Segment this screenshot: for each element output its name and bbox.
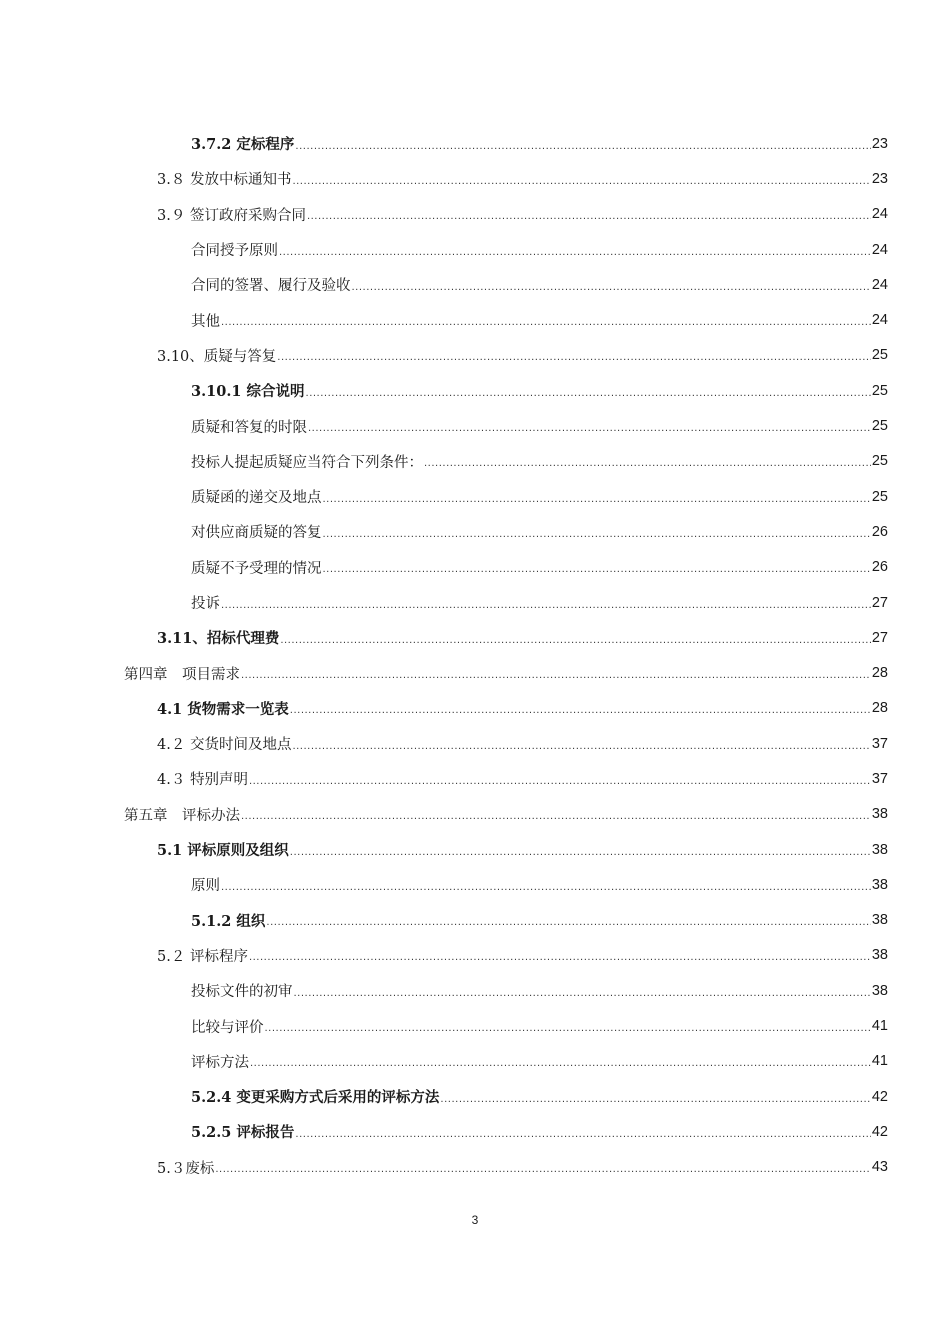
toc-dot-leader: [290, 702, 871, 720]
toc-entry-title: 5.1 评标原则及组织: [157, 842, 289, 860]
toc-entry-title: 投诉: [191, 596, 220, 612]
toc-entry-page: 25: [871, 488, 888, 505]
toc-entry[interactable]: [0, 373, 950, 408]
toc-entry-title: 4.３ 特别声明: [157, 772, 248, 789]
toc-entry[interactable]: [0, 620, 950, 655]
toc-entry-title: 投标人提起质疑应当符合下列条件：: [191, 454, 423, 471]
toc-entry-page: 24: [871, 312, 888, 329]
toc-dot-leader: [277, 349, 871, 367]
toc-entry[interactable]: [0, 1079, 950, 1114]
toc-entry[interactable]: [0, 302, 950, 337]
toc-entry[interactable]: [0, 550, 950, 585]
toc-entry-page: 41: [871, 1053, 888, 1070]
toc-entry[interactable]: [0, 938, 950, 973]
toc-entry-title: 质疑和答复的时限: [191, 419, 307, 436]
toc-entry-page: 24: [871, 276, 888, 293]
toc-entry[interactable]: [0, 761, 950, 796]
toc-entry-title: 质疑不予受理的情况: [191, 560, 322, 577]
toc-entry-title: 3.10.1 综合说明: [191, 383, 305, 401]
toc-dot-leader: [306, 385, 871, 403]
page-number: 3: [471, 1213, 479, 1227]
toc-entry[interactable]: [0, 197, 950, 232]
toc-entry[interactable]: [0, 514, 950, 549]
toc-entry-page: 38: [871, 947, 888, 964]
toc-dot-leader: [279, 244, 871, 262]
toc-dot-leader: [280, 632, 871, 650]
toc-dot-leader: [352, 279, 871, 297]
toc-entry-page: 42: [871, 1088, 888, 1105]
toc-entry-page: 38: [871, 982, 888, 999]
toc-entry-page: 23: [871, 135, 888, 152]
toc-entry-title: 4.1 货物需求一览表: [157, 700, 289, 718]
toc-dot-leader: [308, 420, 871, 438]
toc-dot-leader: [424, 455, 871, 473]
toc-entry-page: 43: [871, 1159, 888, 1176]
toc-entry-title: 其他: [191, 313, 220, 330]
toc-dot-leader: [290, 844, 871, 862]
toc-entry[interactable]: [0, 479, 950, 514]
toc-entry-page: 41: [871, 1018, 888, 1035]
toc-entry-page: 24: [871, 241, 888, 258]
toc-entry-title: 质疑函的递交及地点: [191, 490, 322, 507]
toc-dot-leader: [295, 138, 870, 156]
toc-entry-page: 38: [871, 876, 888, 893]
toc-entry[interactable]: [0, 232, 950, 267]
toc-entry[interactable]: [0, 585, 950, 620]
toc-entry[interactable]: [0, 1114, 950, 1149]
toc-entry[interactable]: [0, 444, 950, 479]
toc-dot-leader: [249, 949, 871, 967]
toc-entry[interactable]: [0, 1044, 950, 1079]
toc-entry-title: 5.2.4 变更采购方式后采用的评标方法: [191, 1089, 440, 1107]
toc-entry-title: 5.1.2 组织: [191, 912, 266, 930]
toc-dot-leader: [323, 561, 871, 579]
toc-dot-leader: [221, 879, 871, 897]
toc-entry-title: 对供应商质疑的答复: [191, 525, 322, 542]
toc-entry-page: 27: [871, 594, 888, 611]
toc-dot-leader: [323, 491, 871, 509]
toc-entry-page: 38: [871, 806, 888, 823]
toc-entry-page: 25: [871, 418, 888, 435]
toc-entry-title: 5.2.5 评标报告: [191, 1124, 295, 1142]
toc-entry-page: 26: [871, 559, 888, 576]
toc-entry[interactable]: [0, 338, 950, 373]
toc-entry[interactable]: [0, 1008, 950, 1043]
toc-entry-page: 27: [871, 629, 888, 646]
toc-entry[interactable]: [0, 797, 950, 832]
toc-dot-leader: [323, 526, 871, 544]
toc-entry-title: 3.10、质疑与答复: [157, 348, 277, 365]
toc-dot-leader: [249, 773, 871, 791]
toc-entry-page: 23: [871, 170, 888, 187]
toc-entry[interactable]: [0, 726, 950, 761]
toc-entry-title: 合同的签署、履行及验收: [191, 278, 351, 295]
toc-entry-title: 第四章 项目需求: [124, 666, 240, 683]
toc-entry-page: 28: [871, 665, 888, 682]
table-of-contents: [0, 126, 950, 1185]
toc-entry-page: 38: [871, 912, 888, 929]
toc-entry-title: 3.11、招标代理费: [157, 630, 280, 648]
toc-dot-leader: [250, 1055, 871, 1073]
toc-entry-title: 第五章 评标办法: [124, 807, 240, 824]
toc-entry-page: 24: [871, 206, 888, 223]
toc-entry-page: 25: [871, 453, 888, 470]
toc-entry-title: 合同授予原则: [191, 243, 278, 260]
toc-dot-leader: [221, 314, 871, 332]
toc-entry[interactable]: [0, 903, 950, 938]
toc-entry[interactable]: [0, 408, 950, 443]
toc-dot-leader: [440, 1091, 870, 1109]
toc-entry[interactable]: [0, 1150, 950, 1185]
toc-entry-title: 5.２ 评标程序: [157, 948, 248, 965]
toc-entry[interactable]: [0, 126, 950, 161]
toc-dot-leader: [241, 808, 871, 826]
toc-entry[interactable]: [0, 832, 950, 867]
toc-dot-leader: [307, 208, 871, 226]
toc-dot-leader: [266, 914, 870, 932]
toc-entry[interactable]: [0, 267, 950, 302]
toc-entry-page: 38: [871, 841, 888, 858]
toc-entry-page: 37: [871, 770, 888, 787]
toc-entry-page: 37: [871, 735, 888, 752]
toc-entry-page: 28: [871, 700, 888, 717]
toc-entry-title: 比较与评价: [191, 1019, 264, 1036]
toc-dot-leader: [292, 738, 870, 756]
toc-entry-title: 投标文件的初审: [191, 984, 293, 1001]
toc-entry-title: 4.２ 交货时间及地点: [157, 737, 292, 754]
toc-dot-leader: [295, 1126, 870, 1144]
toc-entry-page: 25: [871, 382, 888, 399]
toc-entry-page: 42: [871, 1123, 888, 1140]
toc-dot-leader: [292, 173, 870, 191]
toc-entry-title: 3.９ 签订政府采购合同: [157, 207, 306, 224]
toc-dot-leader: [215, 1161, 871, 1179]
toc-entry-page: 26: [871, 523, 888, 540]
toc-entry-title: 评标方法: [191, 1054, 249, 1071]
toc-entry-title: 3.7.2 定标程序: [191, 136, 295, 154]
toc-entry[interactable]: [0, 655, 950, 690]
toc-dot-leader: [294, 985, 871, 1003]
toc-entry[interactable]: [0, 867, 950, 902]
toc-dot-leader: [265, 1020, 871, 1038]
toc-entry[interactable]: [0, 691, 950, 726]
toc-entry-title: 3.８ 发放中标通知书: [157, 172, 292, 189]
toc-dot-leader: [241, 667, 871, 685]
toc-entry-page: 25: [871, 347, 888, 364]
toc-entry[interactable]: [0, 161, 950, 196]
toc-entry[interactable]: [0, 973, 950, 1008]
toc-dot-leader: [221, 597, 871, 615]
toc-entry-title: 原则: [191, 878, 220, 895]
toc-entry-title: 5.３废标: [157, 1160, 215, 1177]
